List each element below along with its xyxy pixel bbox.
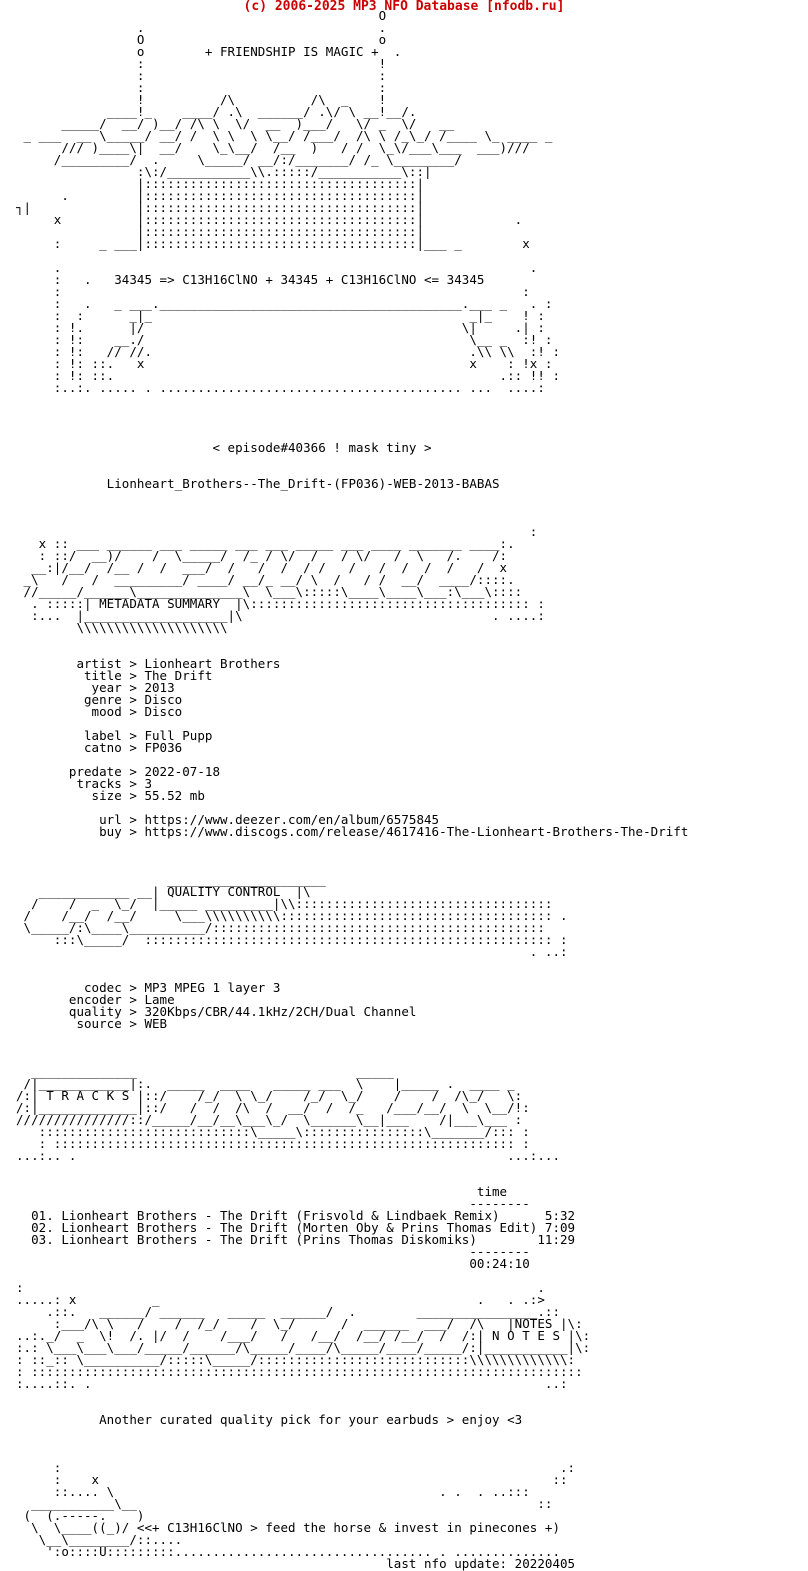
nfo-line: 03. Lionheart Brothers - The Drift (Prins Thomas Diskomiks) 11:29	[16, 1232, 576, 1247]
nfo-line: : !. |/ \| .| :	[16, 320, 545, 335]
nfo-line: :..:. ..... . ........................................ ... ....:	[16, 380, 545, 395]
nfo-line: : ::::::::::::::::::::::::::::::::::::::::::::::::::::::::::::: :	[16, 1136, 530, 1151]
nfo-line: O o	[16, 32, 387, 47]
nfo-line: /|____________|:. _____ ____ _____ ___ \ |_____ . ____ _	[16, 1076, 515, 1091]
nfo-line: ! /\ /\ _ !	[16, 92, 402, 107]
nfo-line: _ ___ __ \_____/ __/ / \ \ \ \__/ /___/ /\ \ /_\_/ /____ \_ ____ _	[16, 128, 553, 143]
nfo-line: . .	[16, 260, 538, 275]
nfo-line: :___/\ \ / / /_/ / \_/ / ______ ___/ /\ |NOTES |\:	[16, 1316, 583, 1331]
nfo-line: . .	[16, 20, 387, 35]
nfo-line: tracks > 3	[16, 776, 153, 791]
nfo-line: |::::::::::::::::::::::::::::::::::::|	[16, 176, 425, 191]
nfo-line: source > WEB	[16, 1016, 168, 1031]
nfo-line: : . 34345 => C13H16ClNO + 34345 + C13H16ClNO <= 34345	[16, 272, 485, 287]
nfo-line: catno > FP036	[16, 740, 183, 755]
nfo-line: ____________ __| QUALITY CONTROL |\	[16, 884, 311, 899]
nfo-line: : : _|_ _|_ ! :	[16, 308, 545, 323]
nfo-line: o + FRIENDSHIP IS MAGIC + .	[16, 44, 402, 59]
nfo-line: : _ ___|::::::::::::::::::::::::::::::::::::|___ _ x	[16, 236, 530, 251]
nfo-line: _____/ __/ )__/ /\ \ \/ __ )___/ \/ _ \/ __	[16, 116, 455, 131]
nfo-line: label > Full Pupp	[16, 728, 213, 743]
nfo-line: predate > 2022-07-18	[16, 764, 221, 779]
nfo-line: :....::. . ..:	[16, 1376, 568, 1391]
nfo-line: ::::::::::::::::::::::::::::\_____\::::::::::::::::\_______/::: :	[16, 1124, 530, 1139]
nfo-line: . :::::| METADATA SUMMARY |\::::::::::::::::::::::::::::::::::::: :	[16, 596, 545, 611]
nfo-line: : :	[16, 284, 530, 299]
nfo-line: : :	[16, 68, 387, 83]
nfo-line: mood > Disco	[16, 704, 183, 719]
nfo-line: artist > Lionheart Brothers	[16, 656, 281, 671]
nfo-line: .....: x _ . . .:>	[16, 1292, 545, 1307]
nfo-line: /:|_____________|::/ / / /\ / __/ / /_ /___/__/ \ \__/!:	[16, 1100, 530, 1115]
nfo-line: : :::::::::::::::::::::::::::::::::::::::::::::::::::::::::::::::::::::::::	[16, 1364, 583, 1379]
nfo-line: : .:	[16, 1460, 576, 1475]
nfo-line: /// )____\| __/ \_\__/ /__ ) / / \_\/___\___ ___)///	[16, 140, 530, 155]
nfo-line: ///////////////::/_____/__/__\___\_/ \______\__|___ /|___\___ :	[16, 1112, 523, 1127]
nfo-line: :\:/___________\\.:::::/___________\::|	[16, 164, 432, 179]
nfo-line: : .	[16, 1280, 545, 1295]
nfo-line: \_____/:\____\__________/::::::::::::::::::::::::::::::::::::::::::::	[16, 920, 545, 935]
nfo-line: ..:._/ _ \! /. |/ / /___/ / /__/ /__/ /__/ / /:| N O T E S |\:	[16, 1328, 591, 1343]
nfo-line: 02. Lionheart Brothers - The Drift (Morten Oby & Prins Thomas Edit) 7:09	[16, 1220, 576, 1235]
nfo-line: Lionheart_Brothers--The_Drift-(FP036)-WEB-2013-BABAS	[16, 476, 500, 491]
nfo-line: 00:24:10	[16, 1256, 530, 1271]
nfo-line: : !: ::. x x : !x :	[16, 356, 553, 371]
nfo-line: : ::/ __)/ / \_____/ /_ / \/ / / \/ / \ /. /:	[16, 548, 508, 563]
nfo-line: /_________/ . \_____/ __/:/_______/ /_ \________/	[16, 152, 462, 167]
nfo-line: / / _ \_/ |_____ _________|\\::::::::::::::::::::::::::::::::::	[16, 896, 553, 911]
nfo-line: :	[16, 524, 538, 539]
nfo-line: codec > MP3 MPEG 1 layer 3	[16, 980, 281, 995]
nfo-line: ( (.-----. )	[16, 1508, 145, 1523]
nfo-line: : ::_:: \__________/:::::\_____/::::::::::::::::::::::::::::\\\\\\\\\\\\\:	[16, 1352, 576, 1367]
nfo-line: _\ / / _________/ ____/ __/_ __/ \ / / / __/ ____/::::.	[16, 572, 515, 587]
nfo-line: |::::::::::::::::::::::::::::::::::::|	[16, 224, 425, 239]
site-copyright-header: (c) 2006-2025 MP3 NFO Database [nfodb.ru]	[243, 0, 565, 14]
nfo-line: url > https://www.deezer.com/en/album/6575845	[16, 812, 440, 827]
nfo-line: time	[16, 1184, 508, 1199]
nfo-line: x |::::::::::::::::::::::::::::::::::::| .	[16, 212, 523, 227]
nfo-ascii-document	[16, 10, 688, 1570]
nfo-line: 01. Lionheart Brothers - The Drift (Frisvold & Lindbaek Remix) 5:32	[16, 1208, 576, 1223]
nfo-line: :.: \___\___\___/_____/______/\_____/____/\_____/____/_____/:|___________|\:	[16, 1340, 591, 1355]
nfo-line: ___________\__ ::	[16, 1496, 553, 1511]
nfo-line: . |::::::::::::::::::::::::::::::::::::|	[16, 188, 425, 203]
nfo-line: __:|/__/ /__ / / ___/ / / / / / / / / / / / x	[16, 560, 508, 575]
nfo-line: Another curated quality pick for your earbuds > enjoy <3	[16, 1412, 523, 1427]
nfo-line: encoder > Lame	[16, 992, 175, 1007]
nfo-line: ____!_ ____/ .\ ______/ .\/ \ __!__/.	[16, 104, 417, 119]
nfo-line: < episode#40366 ! mask tiny >	[16, 440, 432, 455]
nfo-line: title > The Drift	[16, 668, 213, 683]
nfo-line: _____________________	[16, 872, 326, 887]
nfo-line: \ \____((_)/ <<+ C13H16ClNO > feed the horse & invest in pinecones +)	[16, 1520, 561, 1535]
nfo-line: O	[16, 8, 387, 23]
nfo-line: : !	[16, 56, 387, 71]
nfo-line: --------	[16, 1196, 530, 1211]
nfo-line: : !: ::. .:: !! :	[16, 368, 561, 383]
nfo-line: ┐| |::::::::::::::::::::::::::::::::::::|	[16, 200, 425, 215]
nfo-line: \__\________/::....	[16, 1532, 183, 1547]
nfo-line: size > 55.52 mb	[16, 788, 205, 803]
nfo-line: //_____/______\______________\ \___\:::::\____\____\___:\___\::::	[16, 584, 523, 599]
nfo-line: ______________ _____	[16, 1064, 402, 1079]
nfo-line: / /__/ /__/ \___\\\\\\\\\\:::::::::::::::::::::::::::::::::::: .	[16, 908, 568, 923]
nfo-line: genre > Disco	[16, 692, 183, 707]
nfo-line: year > 2013	[16, 680, 175, 695]
nfo-line: : . _ ___.________________________________________.___ _ . :	[16, 296, 553, 311]
nfo-line: : :	[16, 80, 387, 95]
nfo-line: /:| T R A C K S |::/ /_/ \ \_/ /_/ \_/ / / /\_/ \:	[16, 1088, 523, 1103]
nfo-line: .::. ______/ ______ _____ ______/ . ________________.::	[16, 1304, 561, 1319]
nfo-line: ...:.. . ...:...	[16, 1148, 561, 1163]
nfo-line: : x ::	[16, 1472, 568, 1487]
nfo-line: ':o::::U:::::::::.................................. . ..............	[16, 1544, 561, 1559]
nfo-line: :::\_____/ :::::::::::::::::::::::::::::::::::::::::::::::::::::: :	[16, 932, 568, 947]
nfo-line: last nfo update: 20220405	[16, 1556, 576, 1571]
nfo-line: buy > https://www.discogs.com/release/4617416-The-Lionheart-Brothers-The-Drift	[16, 824, 689, 839]
nfo-line: \\\\\\\\\\\\\\\\\\\\	[16, 620, 228, 635]
nfo-line: : !: // //. .\\ \\ :! :	[16, 344, 561, 359]
nfo-line: :... |___________________|\ . ....:	[16, 608, 545, 623]
nfo-line: quality > 320Kbps/CBR/44.1kHz/2CH/Dual Channel	[16, 1004, 417, 1019]
nfo-line: ::.... \ . . . ..:::	[16, 1484, 530, 1499]
nfo-line: --------	[16, 1244, 530, 1259]
nfo-line: : !: __./ \__ _ :! :	[16, 332, 553, 347]
nfo-line: . ..:	[16, 944, 568, 959]
nfo-line: x :: ___ ______ ___ _____ ___ ___ _____ ___ ____ _______ ____:.	[16, 536, 530, 551]
